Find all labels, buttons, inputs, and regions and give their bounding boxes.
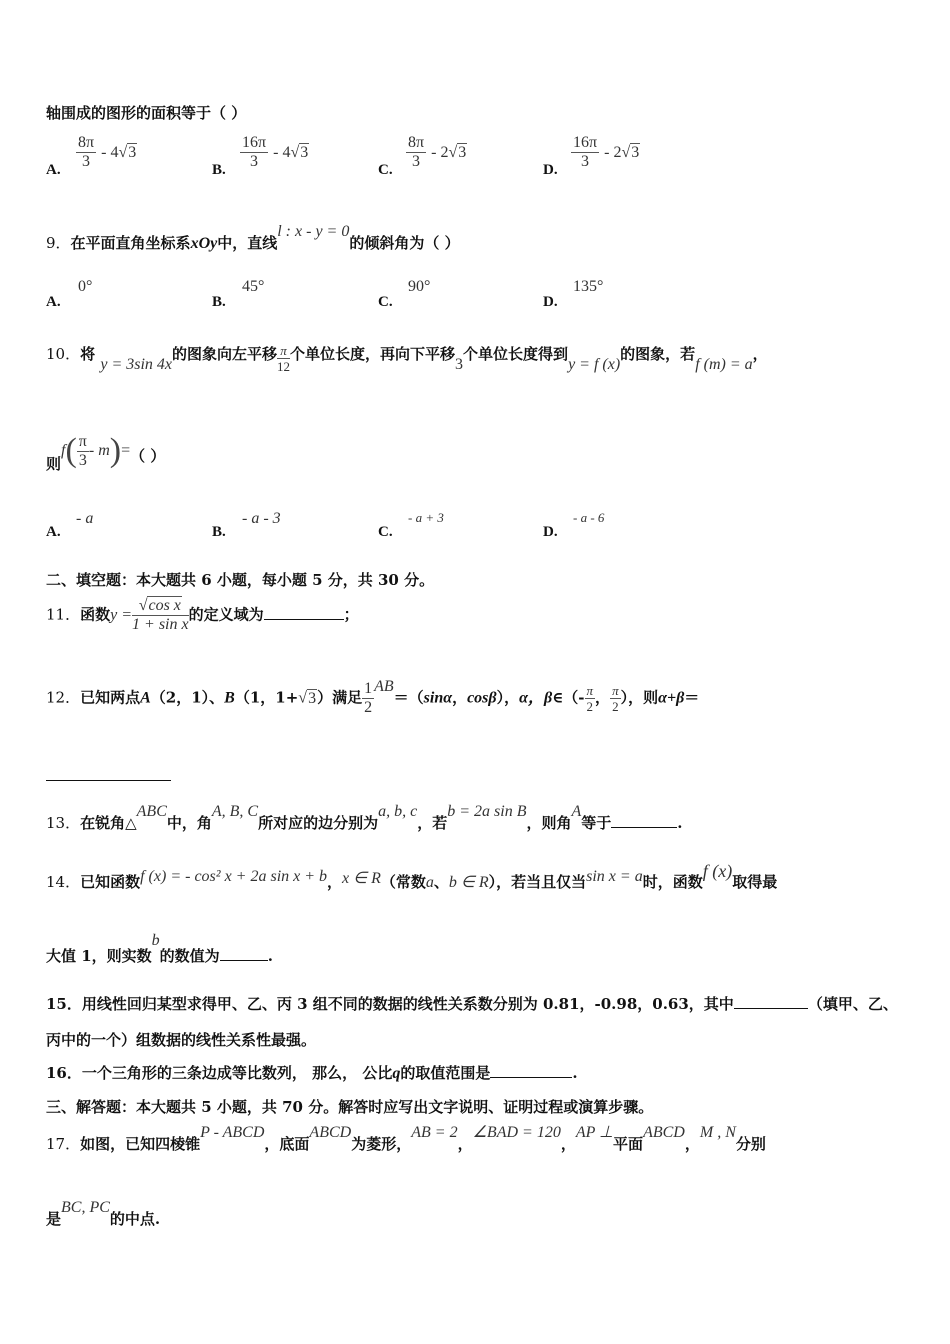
- section-3-heading: 三、解答题：本大题共 5 小题，共 70 分。解答时应写出文字说明、证明过程或演算步骤。: [46, 1098, 654, 1116]
- q15-stem: 15．用线性回归某型求得甲、乙、丙 3 组不同的数据的线性关系数分别为 0.81，-0.98，0.63，其中 （填甲、乙、: [46, 995, 898, 1013]
- q16-stem: 16．一个三角形的三条边成等比数列， 那么， 公比q的取值范围是 .: [46, 1064, 578, 1082]
- q10-stem: 10．将 y = 3sin 4x的图象向左平移 $\frac{\pi}{12}$ 个单位长度，再向下平移3个单位长度得到y = f (x)的图象，若f (m) = a，: [46, 343, 768, 374]
- q14-answer-blank[interactable]: [220, 960, 268, 961]
- q13-stem: 13．在锐角△ABC中，角A, B, C所对应的边分别为a, b, c，若b = 2a sin B，则角A等于 .: [46, 803, 683, 832]
- q16-answer-blank[interactable]: [490, 1077, 572, 1078]
- q14-stem: 14．已知函数f (x) = - cos² x + 2a sin x + b，x ∈ R（常数a、b ∈ R），若当且仅当sin x = a时，函数f (x)取得最: [46, 861, 778, 891]
- q13-answer-blank[interactable]: [611, 827, 677, 828]
- q12-stem: 12．已知两点A（2，1）、B（1，1+√3）满足 $\frac{1}{2}$ AB＝（sinα，cosβ），α，β∈（- $\frac{\pi}{2}$ ， $\frac{\pi}{2}$ ），则α+β＝: [46, 677, 700, 716]
- q15-answer-blank[interactable]: [734, 1008, 808, 1009]
- q11-answer-blank[interactable]: [264, 619, 344, 620]
- q12-answer-blank[interactable]: [46, 780, 171, 781]
- section-2-heading: 二、填空题：本大题共 6 小题，每小题 5 分，共 30 分。: [46, 571, 435, 589]
- q9-stem: 9．在平面直角坐标系xOy中，直线l : x - y = 0的倾斜角为（ ）: [46, 223, 460, 252]
- q11-stem: 11．函数y = $\frac{\text{√cos x}}{\text{1 + sin x}}$ 的定义域为 ；: [46, 597, 359, 633]
- q14-stem-continued: 大值 1，则实数b的数值为 .: [46, 932, 273, 965]
- q10-ask: 则f( $\frac{\pi}{3}$ - m)=（ ）: [46, 432, 166, 473]
- q15-stem-continued: 丙中的一个）组数据的线性关系性最强。: [46, 1031, 317, 1049]
- q8-stem: 轴围成的图形的面积等于（ ）: [46, 104, 247, 122]
- q17-stem: 17．如图，已知四棱锥P - ABCD，底面ABCD为菱形，AB = 2，∠BAD = 120，AP ⊥平面ABCD，M , N分别: [46, 1124, 766, 1153]
- q17-stem-continued: 是BC, PC的中点.: [46, 1199, 161, 1228]
